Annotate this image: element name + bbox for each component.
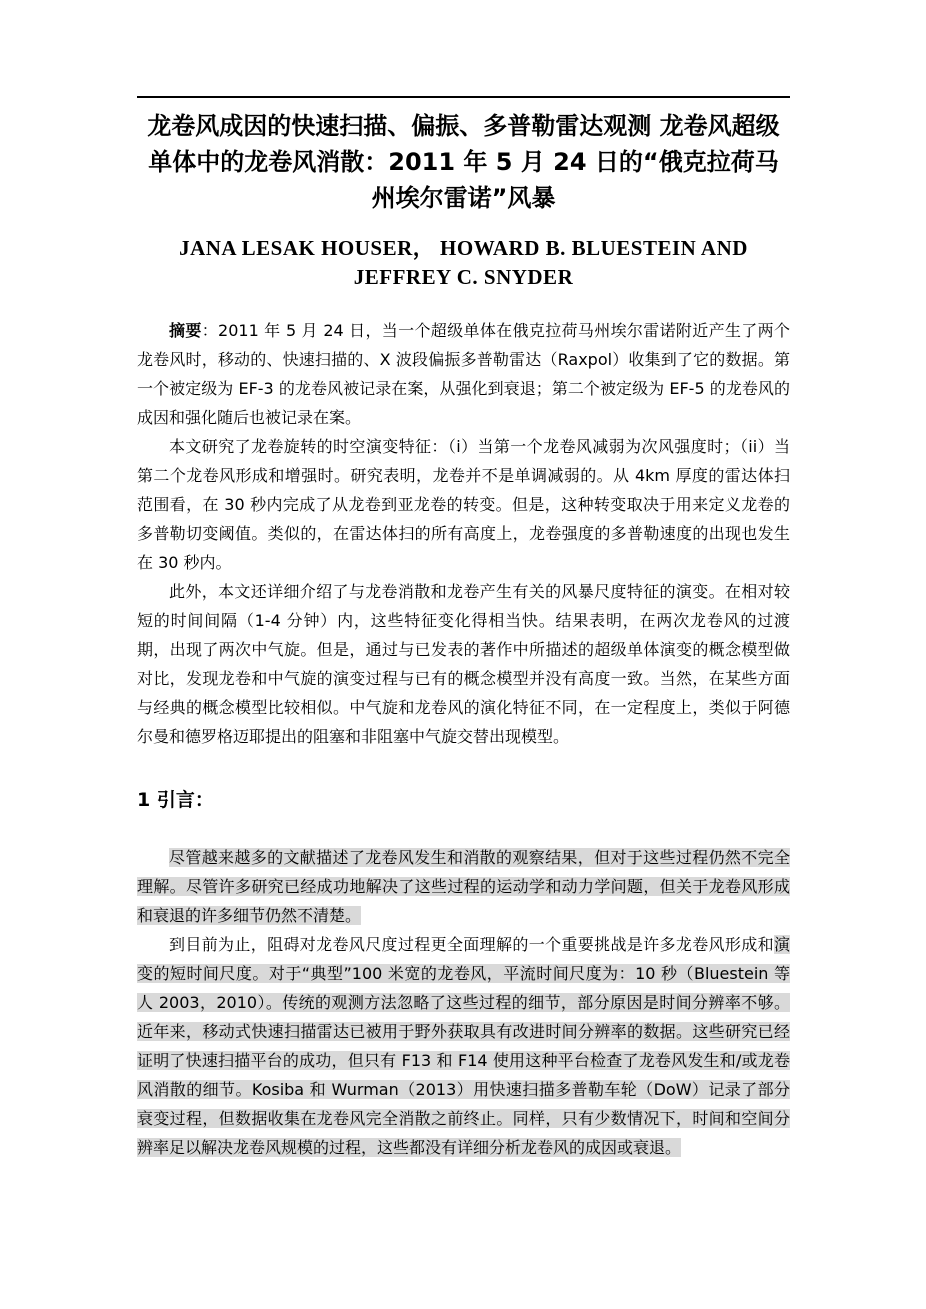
abstract-text: ：2011 年 5 月 24 日，当一个超级单体在俄克拉荷马州埃尔雷诺附近产生了两个龙卷风时，移动的、快速扫描的、X 波段偏振多普勒雷达（Raxpol）收集到了它的数据。第一个被定级为 EF-3 的龙卷风被记录在案，从强化到衰退；第二个被定级为 EF-5 的龙卷风的成因和强化随后也被记录在案。 bbox=[137, 321, 790, 427]
document-title: 龙卷风成因的快速扫描、偏振、多普勒雷达观测 龙卷风超级单体中的龙卷风消散：2011 年 5 月 24 日的“俄克拉荷马州埃尔雷诺”风暴 bbox=[147, 112, 780, 212]
abstract-section bbox=[137, 316, 790, 751]
body-paragraph bbox=[137, 930, 790, 1162]
introduction-section bbox=[137, 843, 790, 1162]
highlighted-text: 尽管越来越多的文献描述了龙卷风发生和消散的观察结果，但对于这些过程仍然不完全理解。尽管许多研究已经成功地解决了这些过程的运动学和动力学问题，但关于龙卷风形成和衰退的许多细节仍然不清楚。 bbox=[137, 848, 790, 925]
title-divider bbox=[137, 96, 790, 98]
abstract-label: 摘要 bbox=[169, 321, 202, 340]
body-paragraph: 此外，本文还详细介绍了与龙卷消散和龙卷产生有关的风暴尺度特征的演变。在相对较短的时间间隔（1-4 分钟）内，这些特征变化得相当快。结果表明，在两次龙卷风的过渡期，出现了两次中气旋。但是，通过与已发表的著作中所描述的超级单体演变的概念模型做对比，发现龙卷和中气旋的演变过程与已有的概念模型并没有高度一致。当然，在某些方面与经典的概念模型比较相似。中气旋和龙卷风的演化特征不同，在一定程度上，类似于阿德尔曼和德罗格迈耶提出的阻塞和非阻塞中气旋交替出现模型。 bbox=[137, 582, 790, 746]
plain-text: 到目前为止，阻碍对龙卷风尺度过程更全面理解的一个重要挑战是许多龙卷风形成和 bbox=[169, 935, 774, 954]
authors-line: JANA LESAK HOUSER， HOWARD B. BLUESTEIN AND JEFFREY C. SNYDER bbox=[179, 236, 748, 289]
body-paragraph: 本文研究了龙卷旋转的时空演变特征：（i）当第一个龙卷风减弱为次风强度时；（ii）当第二个龙卷风形成和增强时。研究表明，龙卷并不是单调减弱的。从 4km 厚度的雷达体扫范围看，在 30 秒内完成了从龙卷到亚龙卷的转变。但是，这种转变取决于用来定义龙卷的多普勒切变阈值。类似的，在雷达体扫的所有高度上，龙卷强度的多普勒速度的出现也发生在 30 秒内。 bbox=[137, 437, 790, 572]
abstract-paragraph bbox=[137, 316, 790, 432]
highlighted-text: 演变的短时间尺度。对于“典型”100 米宽的龙卷风，平流时间尺度为：10 秒（Bluestein 等人 2003，2010）。传统的观测方法忽略了这些过程的细节，部分原因是时间分辨率不够。近年来，移动式快速扫描雷达已被用于野外获取具有改进时间分辨率的数据。这些研究已经证明了快速扫描平台的成功，但只有 F13 和 F14 使用这种平台检查了龙卷风发生和/或龙卷风消散的细节。Kosiba 和 Wurman（2013）用快速扫描多普勒车轮（DoW）记录了部分衰变过程，但数据收集在龙卷风完全消散之前终止。同样，只有少数情况下，时间和空间分辨率足以解决龙卷风规模的过程，这些都没有详细分析龙卷风的成因或衰退。 bbox=[137, 935, 790, 1157]
section-heading-introduction: 1 引言： bbox=[137, 789, 214, 811]
body-paragraph bbox=[137, 843, 790, 930]
